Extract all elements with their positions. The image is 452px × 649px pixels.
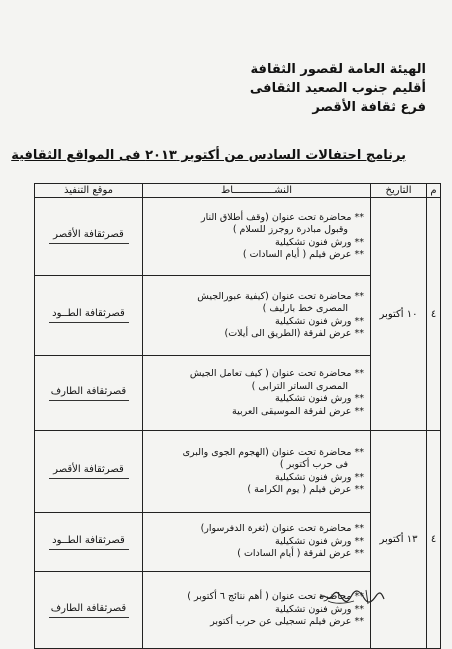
activity-line: فى حرب أكتوبر )	[279, 459, 348, 470]
activity-cell	[143, 513, 371, 572]
branch-name: فرع ثقافة الأقصر	[312, 100, 426, 115]
program-table	[34, 183, 441, 649]
day-date: ١٠ أكتوبر	[371, 198, 427, 431]
activity-cell	[143, 276, 371, 356]
document-title: برنامج احتفالات السادس من أكتوبر ٢٠١٣ فى المواقع الثقافية	[11, 148, 406, 163]
table-row	[35, 431, 441, 513]
activity-cell	[143, 198, 371, 276]
activity-line: ** عرض فيلم ( أيام السادات )	[242, 249, 364, 260]
location-name: قصرثقافة الأقصر	[53, 229, 124, 240]
location-underline	[49, 400, 129, 401]
activity-line: ** عرض لفرقة (الطريق الى أيلات)	[224, 328, 364, 339]
location-cell	[35, 572, 143, 649]
activity-line: ** ورش فنون تشكيلية	[275, 535, 364, 547]
activity-line: ** عرض فيلم تسجيلى عن حرب أكتوبر	[210, 616, 364, 628]
header-date: التاريخ	[371, 184, 427, 198]
activity-line: المصرى خط بارليف )	[262, 303, 348, 314]
location-name: قصرثقافة الطــود	[52, 534, 125, 546]
header-number: م	[427, 184, 441, 198]
location-underline	[49, 478, 129, 479]
activity-line: ** محاضرة تحت عنوان (كيفية عبورالجيش	[197, 290, 364, 302]
activity-line: ** محاضرة تحت عنوان (الهجوم الجوى والبرى	[182, 446, 364, 458]
location-underline	[49, 322, 129, 323]
activity-cell	[143, 431, 371, 513]
location-cell	[35, 356, 143, 431]
location-cell	[35, 198, 143, 276]
location-cell	[35, 276, 143, 356]
activity-line: وقبول مبادرة روجرز للسلام )	[232, 224, 348, 235]
header-location: موقع التنفيذ	[35, 184, 143, 198]
header-activity: النشــــــــــــــاط	[143, 184, 371, 198]
activity-cell	[143, 356, 371, 431]
activity-line: ** محاضرة تحت عنوان ( أهم نتائج ٦ أكتوبر )	[187, 591, 364, 603]
org-name: الهيئة العامة لقصور الثقافة	[250, 62, 426, 77]
region-name: أقليم جنوب الصعيد الثقافى	[249, 81, 426, 96]
activity-line: ** ورش فنون تشكيلية	[275, 315, 364, 327]
location-name: قصرثقافة الأقصر	[53, 464, 124, 475]
location-underline	[49, 243, 129, 244]
activity-line: ** محاضرة تحت عنوان (وقف أطلاق النار	[201, 211, 364, 223]
location-underline	[49, 549, 129, 550]
activity-line: ** محاضرة تحت عنوان (ثغرة الدفرسوار)	[200, 523, 364, 535]
activity-line: ** محاضرة تحت عنوان ( كيف تعامل الجيش	[189, 368, 364, 379]
day-number: ٤	[427, 431, 441, 649]
activity-line: ** ورش فنون تشكيلية	[275, 471, 364, 483]
location-cell	[35, 431, 143, 513]
location-name: قصرثقافة الطارف	[50, 602, 127, 614]
location-name: قصرثقافة الطــود	[52, 308, 125, 319]
activity-line: ** ورش فنون تشكيلية	[275, 603, 364, 615]
activity-line: المصرى الساتر الترابى )	[251, 380, 348, 392]
activity-cell	[143, 572, 371, 649]
location-underline	[49, 617, 129, 618]
letterhead	[250, 60, 426, 117]
activity-line: ** ورش فنون تشكيلية	[275, 393, 364, 404]
location-name: قصرثقافة الطارف	[50, 385, 127, 397]
handwritten-signature	[318, 586, 386, 608]
location-cell	[35, 513, 143, 572]
activity-line: ** ورش فنون تشكيلية	[275, 236, 364, 248]
table-header-row	[35, 184, 441, 198]
activity-line: ** عرض فيلم ( يوم الكرامة )	[247, 484, 364, 495]
table-row	[35, 198, 441, 276]
day-date: ١٣ أكتوبر	[371, 431, 427, 649]
activity-line: ** عرض لفرقة الموسيقى العربية	[232, 405, 364, 417]
day-number: ٤	[427, 198, 441, 431]
activity-line: ** عرض لفرقة ( أيام السادات )	[237, 548, 364, 560]
